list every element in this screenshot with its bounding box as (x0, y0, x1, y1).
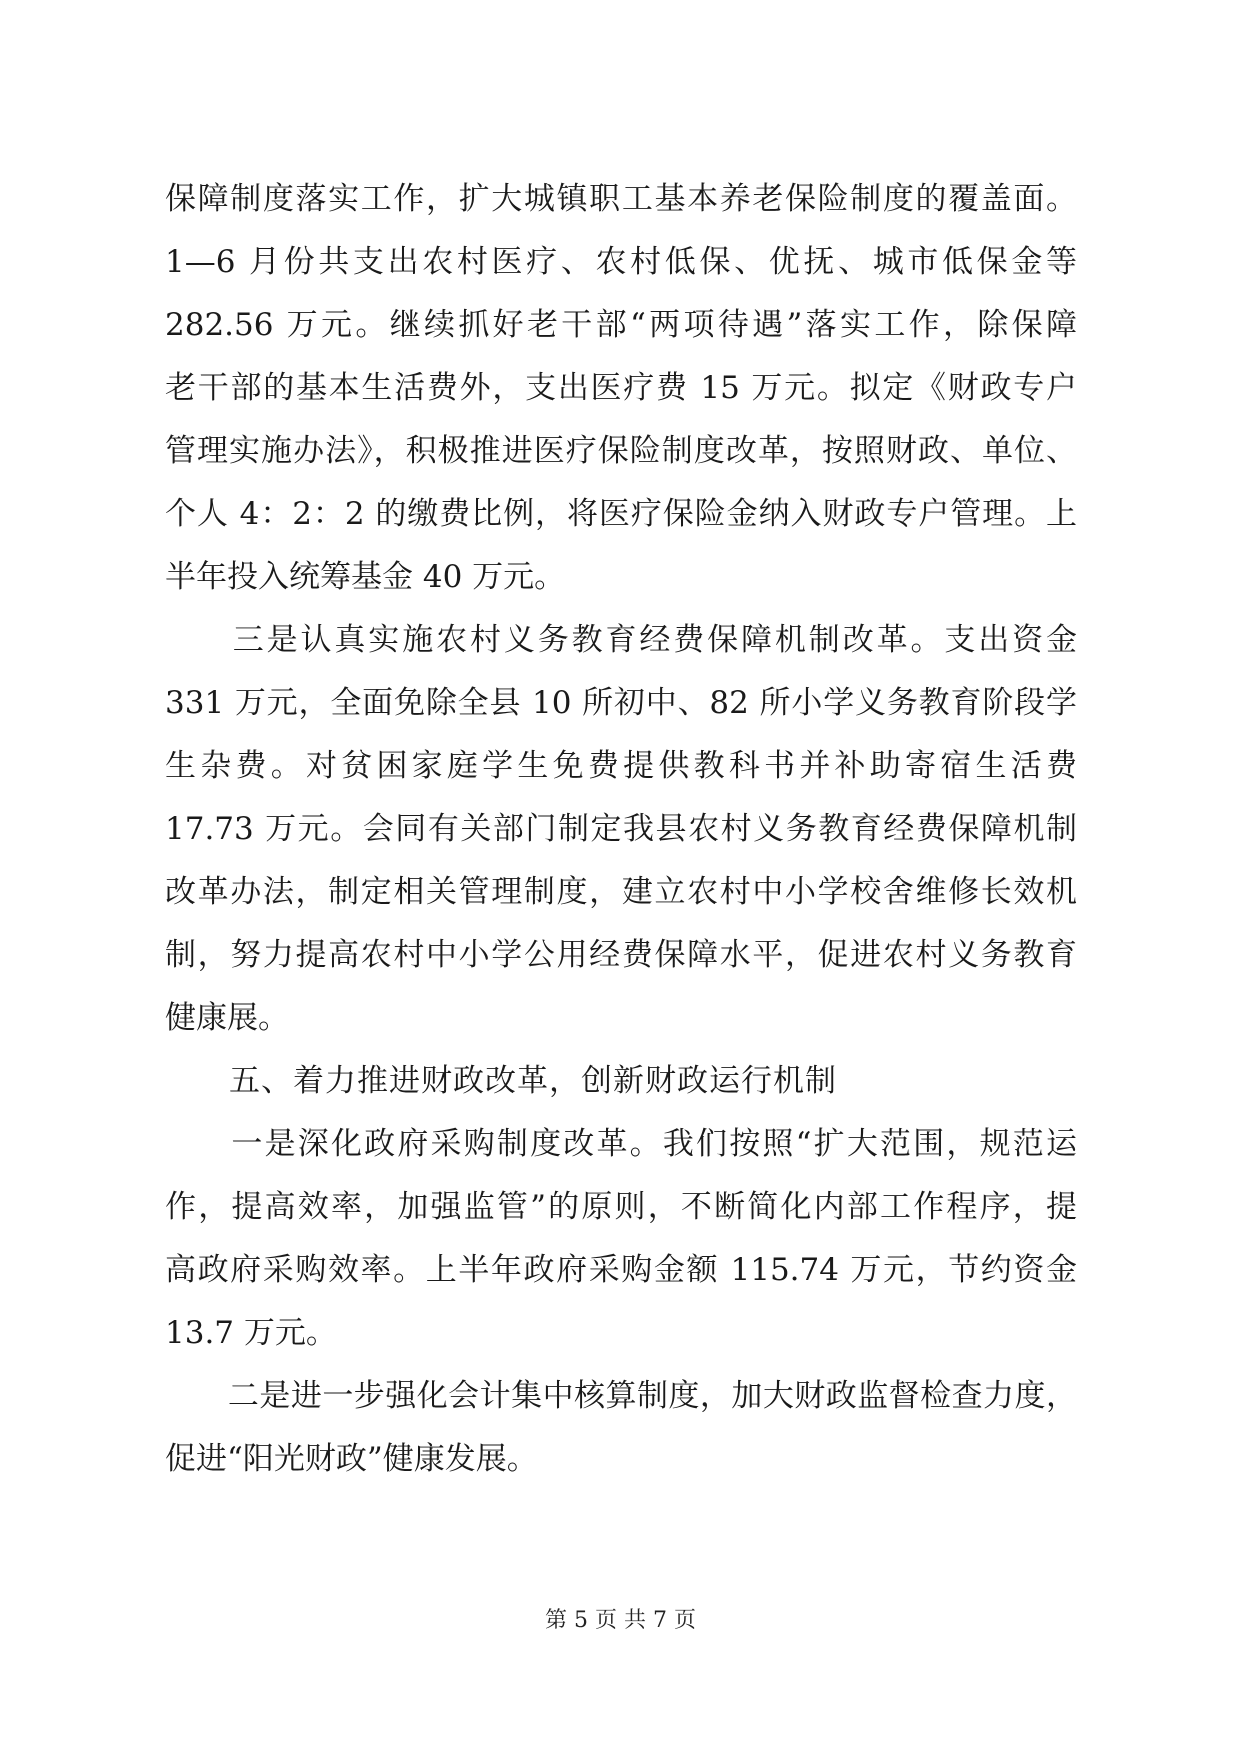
paragraph-line: 制，努力提高农村中小学公用经费保障水平，促进农村义务教育 (165, 937, 1077, 973)
paragraph-line: 一是深化政府采购制度改革。我们按照“扩大范围，规范运 (165, 1126, 1077, 1162)
page-number-footer: 第 5 页 共 7 页 (545, 1608, 696, 1633)
paragraph-line: 老干部的基本生活费外，支出医疗费 15 万元。拟定《财政专户 (165, 370, 1077, 406)
paragraph-line: 282.56 万元。继续抓好老干部“两项待遇”落实工作，除保障 (165, 307, 1077, 343)
paragraph-line: 健康展。 (165, 1000, 289, 1036)
paragraph-line: 保障制度落实工作，扩大城镇职工基本养老保险制度的覆盖面。 (165, 181, 1077, 217)
paragraph-line: 17.73 万元。会同有关部门制定我县农村义务教育经费保障机制 (165, 811, 1077, 847)
paragraph-line: 三是认真实施农村义务教育经费保障机制改革。支出资金 (165, 622, 1077, 658)
paragraph-line: 生杂费。对贫困家庭学生免费提供教科书并补助寄宿生活费 (165, 748, 1077, 784)
document-body (165, 168, 1077, 1491)
paragraph-line: 改革办法，制定相关管理制度，建立农村中小学校舍维修长效机 (165, 874, 1077, 910)
paragraph-line: 高政府采购效率。上半年政府采购金额 115.74 万元，节约资金 (165, 1252, 1077, 1288)
paragraph-line: 促进“阳光财政”健康发展。 (165, 1441, 538, 1477)
paragraph-line: 二是进一步强化会计集中核算制度，加大财政监督检查力度， (165, 1378, 1077, 1414)
paragraph-line: 13.7 万元。 (165, 1315, 337, 1351)
paragraph-line: 作，提高效率，加强监管”的原则，不断简化内部工作程序，提 (165, 1189, 1077, 1225)
paragraph-line: 331 万元，全面免除全县 10 所初中、82 所小学义务教育阶段学 (165, 685, 1077, 721)
paragraph-line: 个人 4：2：2 的缴费比例，将医疗保险金纳入财政专户管理。上 (165, 496, 1077, 532)
paragraph-line: 管理实施办法》，积极推进医疗保险制度改革，按照财政、单位、 (165, 433, 1077, 469)
paragraph-line: 1—6 月份共支出农村医疗、农村低保、优抚、城市低保金等 (165, 244, 1077, 280)
section-heading: 五、着力推进财政改革，创新财政运行机制 (165, 1063, 837, 1099)
paragraph-line: 半年投入统筹基金 40 万元。 (165, 559, 566, 595)
